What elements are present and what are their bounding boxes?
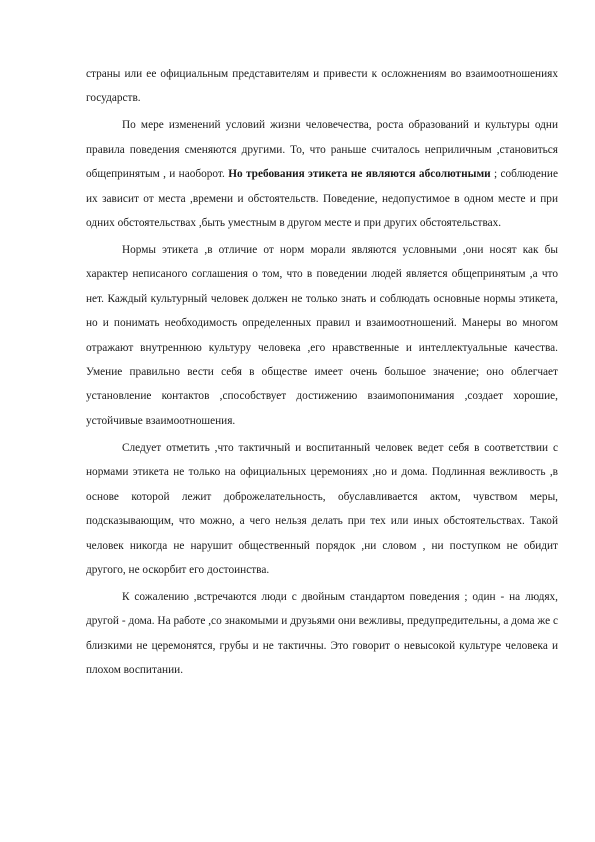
bold-emphasis-text: Но требования этикета не являются абсолютными bbox=[228, 168, 491, 181]
paragraph-text: К сожалению ,встречаются люди с двойным стандартом поведения ; один - на людях, другой - дома. На работе ,со знакомыми и друзьями они вежливы, предупредительны, а дома же с близкими не церемонятся, грубы и не тактичны. Это говорит о невысокой культуре человека и плохом воспитании. bbox=[86, 590, 558, 677]
document-body bbox=[86, 62, 558, 685]
paragraph-text: Следует отметить ,что тактичный и воспитанный человек ведет себя в соответствии с нормами этикета не только на официальных церемониях ,но и дома. Подлинная вежливость ,в основе которой лежит доброжелательность, обуславливается актом, чувством меры, подсказывающим, что можно, а чего нельзя делать при тех или иных обстоятельствах. Такой человек никогда не нарушит общественный порядок ,ни словом , ни поступком не обидит другого, не оскорбит его достоинства. bbox=[86, 441, 558, 576]
paragraph-3 bbox=[86, 238, 558, 433]
paragraph-text: По мере изменений условий жизни человечества, роста образований и культуры одни правила поведения сменяются другими. То, что раньше считалось неприличным ,становиться общепринятым , и наоборот. bbox=[86, 119, 558, 181]
paragraph-text: страны или ее официальным представителям и привести к осложнениям во взаимоотношениях государств. bbox=[86, 68, 558, 105]
paragraph-4 bbox=[86, 436, 558, 582]
paragraph-5 bbox=[86, 585, 558, 683]
paragraph-2 bbox=[86, 113, 558, 235]
paragraph-text: Нормы этикета ,в отличие от норм морали являются условными ,они носят как бы характер неписаного соглашения о том, что в поведении людей является общепринятым ,а что нет. Каждый культурный человек должен не только знать и соблюдать основные нормы этикета, но и понимать необходимость определенных правил и взаимоотношений. Манеры во многом отражают внутреннюю культуру человека ,его нравственные и интеллектуальные качества. Умение правильно вести себя в обществе имеет очень большое значение; оно облегчает установление контактов ,способствует достижению взаимопонимания ,создает хорошие, устойчивые взаимоотношения. bbox=[86, 244, 558, 427]
paragraph-text: ; соблюдение их зависит от места ,времени и обстоятельств. Поведение, недопустимое в одном месте и при одних обстоятельствах ,быть уместным в другом месте и при других обстоятельствах. bbox=[86, 168, 558, 230]
paragraph-1 bbox=[86, 62, 558, 111]
